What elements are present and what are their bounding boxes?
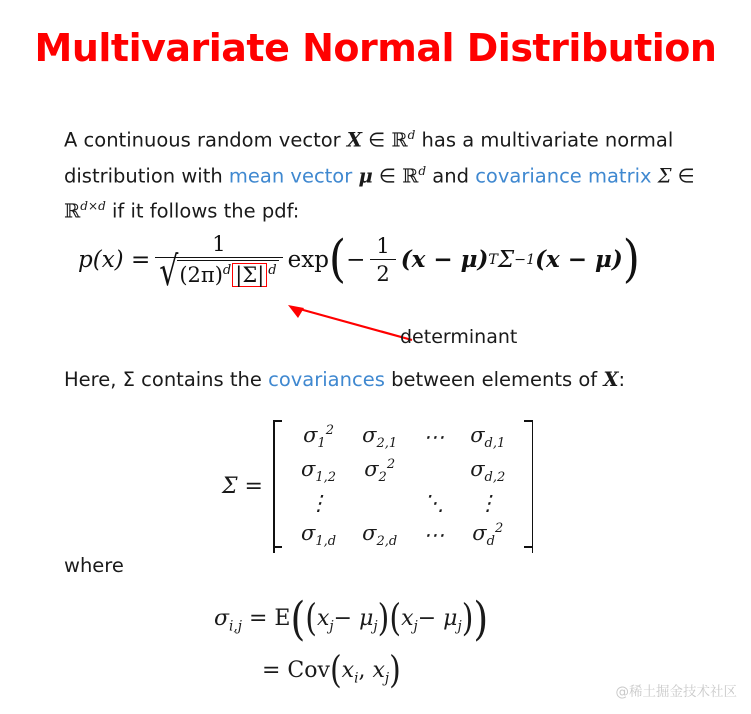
matrix-cell: $\sigma_{1,2}$ (301, 457, 337, 486)
matrix-cell (349, 488, 410, 518)
cov-comma: , (358, 658, 373, 683)
square-root (159, 248, 278, 296)
watermark: @稀土掘金技术社区 (615, 684, 737, 700)
sigma-symbol: Σ (657, 164, 672, 187)
radical-icon: √ (159, 248, 179, 296)
cov-operator: = Cov (262, 658, 330, 683)
matrix-cell: $\sigma_{2,d}$ (362, 521, 398, 550)
text-fragment: : (618, 368, 626, 391)
pdf-formula (78, 230, 640, 296)
sigma-ij: σ (214, 606, 230, 632)
inverse-exponent: −1 (514, 251, 536, 268)
exp-function: exp (287, 246, 329, 273)
matrix-lhs: Σ = (222, 473, 263, 499)
open-paren: ( (328, 230, 347, 289)
covariance-paragraph (64, 368, 625, 391)
x-j-2-sub: j (413, 618, 418, 635)
matrix-right-bracket (522, 420, 533, 553)
text-fragment: and (426, 164, 476, 187)
matrix-cell: $\sigma_{d,2}$ (470, 457, 506, 486)
determinant-exponent: d (268, 263, 277, 278)
text-fragment: ∈ (362, 128, 392, 152)
cov-formula (262, 648, 401, 693)
text-fragment: between elements of (384, 368, 604, 391)
text-fragment: Here, Σ contains the (64, 368, 269, 391)
expectation-operator: = E (248, 606, 291, 632)
exponent-d-2: d (418, 163, 427, 178)
table-row (288, 488, 518, 518)
text-fragment: ∈ (372, 164, 403, 187)
fraction-numerator: 1 (212, 232, 226, 256)
inner-close-paren: ) (377, 597, 390, 641)
minus-mu-2: − μ (417, 606, 458, 632)
matrix-cell: ⋱ (423, 491, 445, 516)
real-numbers-symbol-2: ℝ (402, 164, 419, 187)
two-pi-term: (2π) (179, 263, 223, 287)
matrix-left-bracket (273, 420, 284, 553)
matrix-cell: $\sigma_2^2$ (364, 457, 396, 486)
matrix-cell: $\sigma_{2,1}$ (362, 423, 398, 452)
x-minus-mu-1: (x − μ) (400, 246, 489, 274)
exponent-d: d (407, 128, 416, 142)
radicand (177, 260, 278, 287)
determinant-annotation-label: determinant (400, 326, 518, 348)
exponent-dxd: d×d (80, 199, 106, 213)
mean-vector-link[interactable]: mean vector (228, 164, 353, 187)
table-row (288, 454, 518, 488)
table-row (288, 518, 518, 552)
covariances-link[interactable]: covariances (268, 368, 385, 391)
pdf-lhs: p(x) = (78, 246, 151, 273)
text-fragment: if it follows the pdf: (105, 199, 300, 223)
minus-sign: − (346, 246, 366, 273)
matrix-cell: $\sigma_d^2$ (472, 521, 504, 550)
real-numbers-symbol: ℝ (391, 128, 408, 152)
matrix-cell: ⋮ (308, 491, 330, 516)
close-paren: ) (622, 230, 640, 289)
x-j-1-sub: j (329, 618, 334, 635)
mu-symbol: μ (358, 164, 373, 187)
text-fragment: A continuous random vector (64, 128, 347, 152)
minus-mu-1: − μ (333, 606, 374, 632)
matrix-cell: $\sigma_{1,d}$ (300, 521, 337, 550)
x-j-1: x (317, 606, 330, 632)
outer-close-paren: ) (473, 592, 489, 646)
cov-close-paren: ) (389, 648, 401, 693)
real-numbers-symbol-3: ℝ (64, 199, 81, 223)
matrix-cell: ⋯ (423, 425, 445, 450)
sigma-ij-subscript: i,j (229, 618, 242, 635)
cov-open-paren: ( (329, 648, 342, 693)
table-row (288, 420, 518, 454)
vector-x-symbol-2: X (603, 368, 619, 391)
x-i-sub: i (354, 670, 359, 687)
inner-close-paren-2: ) (461, 597, 474, 641)
two-pi-exponent: d (222, 263, 232, 278)
sigma-inverse: Σ (497, 246, 515, 273)
transpose-exponent: T (488, 251, 498, 268)
matrix-cell (410, 454, 457, 488)
matrix-cell: ⋮ (477, 491, 499, 516)
pdf-fraction (155, 232, 282, 296)
where-label: where (64, 554, 124, 577)
outer-open-paren: ( (290, 592, 306, 646)
intro-paragraph (64, 120, 704, 227)
x-j-2: x (401, 606, 414, 632)
x-minus-mu-2: (x − μ) (535, 246, 623, 274)
determinant-arrow-icon (280, 300, 420, 350)
inner-open-paren: ( (305, 597, 317, 641)
x-i: x (341, 658, 355, 683)
text-fragment: ∈ (671, 164, 695, 187)
x-j-sub: j (384, 670, 390, 687)
determinant-highlight-box: |Σ| (232, 263, 267, 287)
covariance-matrix (222, 420, 533, 553)
matrix-cell: $\sigma_1^2$ (303, 423, 334, 452)
half-fraction (370, 234, 395, 286)
mu-j-2-sub: j (457, 618, 462, 635)
text-fragment: has a multivariate normal distribution with (64, 128, 674, 187)
covariance-matrix-link[interactable]: covariance matrix (475, 164, 652, 187)
matrix-table (288, 420, 518, 553)
half-numerator: 1 (376, 233, 390, 258)
sigma-definition-formula (214, 592, 489, 646)
page-title: Multivariate Normal Distribution (34, 26, 717, 70)
mu-j-1-sub: j (373, 618, 378, 635)
matrix-cell: ⋯ (423, 523, 445, 548)
half-denominator: 2 (376, 261, 390, 286)
fraction-denominator (155, 248, 282, 296)
matrix-cell: $\sigma_{d,1}$ (470, 423, 506, 452)
vector-x-symbol: X (346, 128, 362, 152)
x-j: x (372, 658, 385, 683)
inner-open-paren-2: ( (389, 597, 402, 641)
